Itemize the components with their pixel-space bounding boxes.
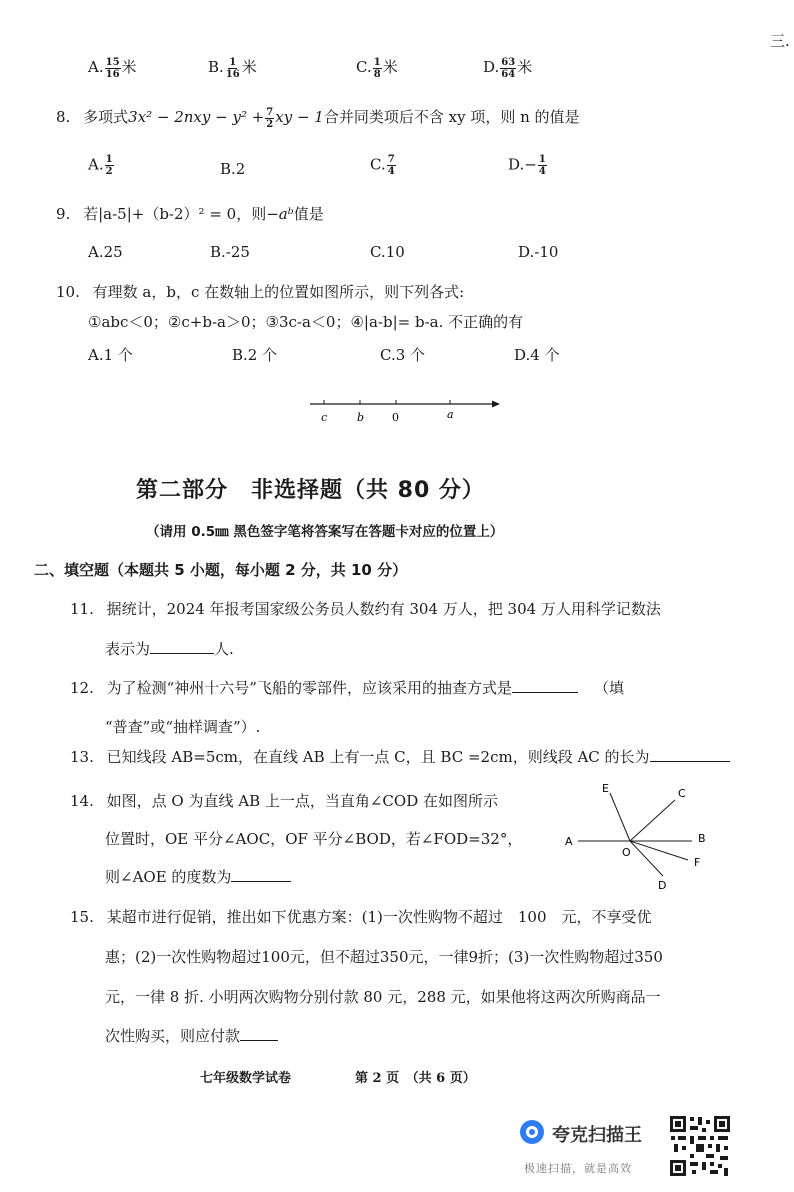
q9-option-a: A.25: [88, 243, 123, 261]
answer-blank[interactable]: [150, 653, 214, 654]
question-11: [70, 598, 661, 619]
unit: 米: [382, 58, 398, 76]
q13-line1: 已知线段 AB=5cm，在直线 AB 上有一点 C，且 BC =2cm，则线段 AC 的长为: [106, 748, 650, 766]
q8-option-d: D.− $\frac{1}{4}$: [508, 154, 546, 177]
answer-blank[interactable]: [650, 761, 730, 762]
q8-prefix: 多项式: [83, 108, 129, 126]
q9-option-c: C.10: [370, 243, 405, 261]
label-e: E: [602, 782, 609, 795]
q12-line2: “普查”或“抽样调查”）.: [105, 718, 261, 736]
option-label: C.: [356, 58, 372, 76]
scanner-logo-icon: [520, 1120, 544, 1144]
question-number: 13.: [70, 748, 94, 766]
q7-option-a: [88, 56, 137, 80]
q7-option-b: [208, 56, 257, 80]
fraction: $\frac{1}{2}$: [105, 154, 113, 177]
ray-oe: [610, 793, 630, 841]
q14-line3: 则∠AOE 的度数为: [105, 866, 291, 887]
question-10: [56, 281, 464, 302]
q10-option-a: A.1 个: [88, 346, 133, 364]
q15-line4: 次性购买，则应付款: [105, 1025, 278, 1046]
label-c: C: [678, 787, 686, 800]
part2-title: 第二部分 非选择题（共 80 分）: [136, 478, 485, 503]
label-b: B: [698, 832, 706, 845]
question-15: [70, 906, 652, 927]
q10-line1: 有理数 a，b，c 在数轴上的位置如图所示，则下列各式:: [92, 283, 465, 301]
fraction: $\frac{7}{2}$: [266, 106, 274, 130]
section-heading: 二、填空题（本题共 5 小题，每小题 2 分，共 10 分）: [34, 561, 408, 579]
q9-option-d: D.-10: [518, 243, 559, 261]
q10-option-c: C.3 个: [380, 346, 426, 364]
q11-line2: 表示为 人.: [105, 640, 234, 658]
answer-blank[interactable]: [231, 881, 291, 882]
q8-option-a: A. $\frac{1}{2}$: [88, 154, 113, 177]
answer-blank[interactable]: [240, 1040, 278, 1041]
q11-line1: 据统计，2024 年报考国家级公务员人数约有 304 万人，把 304 万人用科学记数法: [106, 600, 661, 618]
question-number: 15.: [70, 908, 94, 926]
q8-option-c: C. $\frac{7}{4}$: [370, 154, 395, 177]
q9-text: 若|a-5|+（b-2）² = 0，则: [83, 205, 267, 223]
q7-option-d: [483, 56, 532, 80]
label-a: A: [565, 835, 573, 848]
footer-page: 第 2 页 （共 6 页）: [355, 1071, 476, 1086]
question-number: 8.: [56, 108, 71, 126]
question-12: 12. 为了检测“神州十六号”飞船的零部件，应该采用的抽查方式是 （填: [70, 679, 624, 697]
watermark-slogan: 极速扫描，就是高效: [524, 1162, 632, 1175]
q15-line1: 某超市进行促销，推出如下优惠方案：(1)一次性购物不超过 100 元，不享受优: [106, 908, 652, 926]
fraction: $\frac{63}{64}$: [501, 56, 516, 80]
axis-label-c: c: [321, 411, 328, 424]
question-number: 9.: [56, 205, 71, 223]
q9-text-tail: 值是: [293, 205, 324, 223]
question-number: 14.: [70, 792, 94, 810]
question-number: 12.: [70, 679, 94, 697]
fraction: $\frac{1}{16}$: [225, 56, 240, 80]
number-line-figure: [300, 392, 510, 428]
q12-line1: 为了检测“神州十六号”飞船的零部件，应该采用的抽查方式是: [106, 679, 512, 697]
q10-line2: ①abc＜0；②c+b-a＞0；③3c-a＜0；④|a-b|= b-a. 不正确的有: [88, 313, 524, 331]
qr-code-icon: [668, 1114, 732, 1178]
q8-expression: 3x² − 2nxy − y² +: [128, 108, 265, 126]
q10-option-d: D.4 个: [514, 346, 560, 364]
footer-subject: 七年级数学试卷: [200, 1071, 292, 1086]
option-label: D.: [483, 58, 500, 76]
fraction: $\frac{15}{16}$: [105, 56, 120, 80]
q15-line3: 元，一律 8 折. 小明两次购物分别付款 80 元，288 元，如果他将这两次所购商品一: [105, 988, 661, 1006]
unit: 米: [121, 58, 137, 76]
fraction: $\frac{7}{4}$: [387, 154, 395, 177]
q9-expression: −aᵇ: [266, 205, 294, 223]
axis-label-zero: 0: [392, 411, 399, 424]
angle-figure: [560, 780, 730, 892]
unit: 米: [517, 58, 533, 76]
q8-suffix: 合并同类项后不含 xy 项，则 n 的值是: [323, 108, 580, 126]
q15-line2: 惠；(2)一次性购物超过100元，但不超过350元，一律9折；(3)一次性购物超过350: [105, 948, 663, 966]
q14-line1: 如图，点 O 为直线 AB 上一点，当直角∠COD 在如图所示: [106, 792, 499, 810]
unit: 米: [241, 58, 257, 76]
fraction: $\frac{1}{4}$: [538, 154, 546, 177]
label-f: F: [694, 856, 701, 869]
corner-mark: 三.: [770, 32, 790, 50]
option-label: A.: [88, 58, 104, 76]
option-label: B.: [208, 58, 224, 76]
ray-oc: [630, 800, 675, 841]
label-o: O: [622, 846, 631, 859]
question-number: 10.: [56, 283, 80, 301]
fraction: $\frac{1}{8}$: [373, 56, 381, 80]
question-13: [70, 746, 730, 767]
label-d: D: [658, 879, 667, 892]
axis-label-a: a: [447, 408, 454, 421]
q10-option-b: B.2 个: [232, 346, 278, 364]
question-number: 11.: [70, 600, 94, 618]
arrow-head-icon: [492, 401, 500, 408]
answer-blank[interactable]: [512, 692, 578, 693]
q7-option-c: [356, 56, 398, 80]
question-14: [70, 790, 498, 811]
q14-line2: 位置时，OE 平分∠AOC，OF 平分∠BOD，若∠FOD=32°，: [105, 830, 523, 848]
axis-label-b: b: [357, 411, 365, 424]
q8-option-b: B.2: [220, 160, 246, 178]
watermark-brand: 夸克扫描王: [552, 1125, 642, 1146]
question-9: [56, 203, 324, 224]
q9-option-b: B.-25: [210, 243, 250, 261]
part2-note: （请用 0.5㎜ 黑色签字笔将答案写在答题卡对应的位置上）: [146, 524, 504, 540]
q8-expression-tail: xy − 1: [275, 108, 324, 126]
question-8: [56, 106, 580, 130]
